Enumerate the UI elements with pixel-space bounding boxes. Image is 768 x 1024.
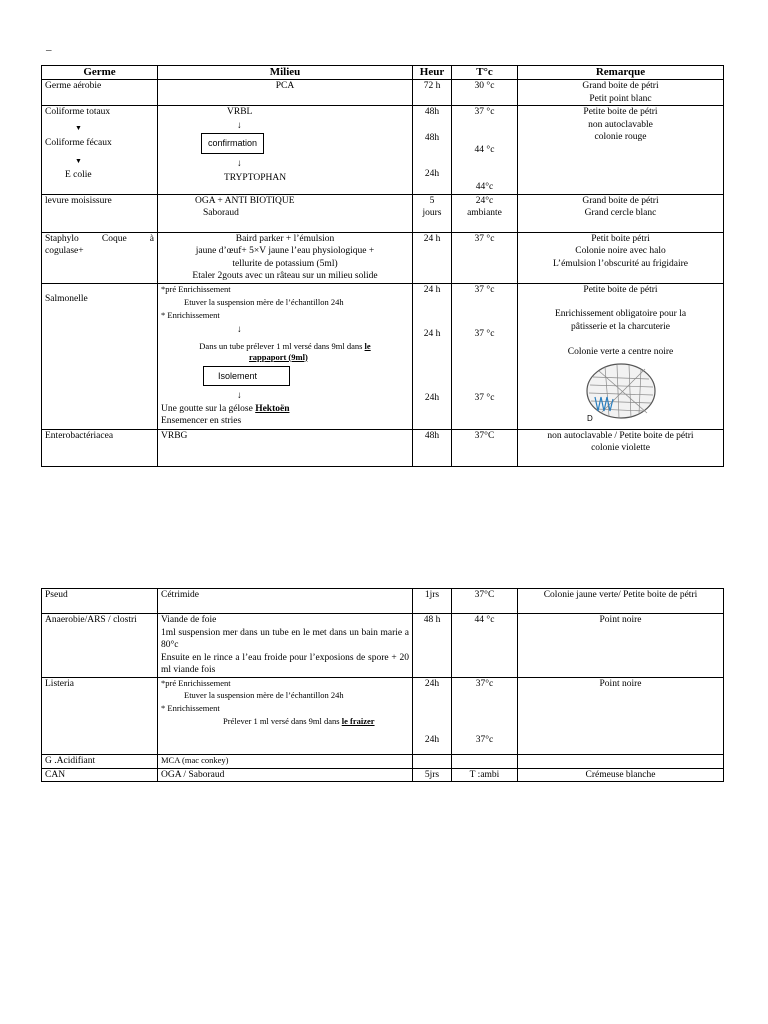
cell-milieu: Cétrimide	[158, 589, 413, 614]
temp-line: 44 °c	[474, 145, 495, 155]
cell-germe: Anaerobie/ARS / clostri	[42, 614, 158, 678]
germe-line: Salmonelle	[45, 293, 88, 304]
milieu-line: 1ml suspension mer dans un tube en le met dans un bain marie a 80°c	[161, 627, 409, 650]
table-row-acidifiant	[42, 755, 724, 769]
milieu-line: * Enrichissement	[161, 703, 220, 713]
petri-dish-sketch-icon	[581, 361, 661, 423]
cell-heur: 1jrs	[413, 589, 452, 614]
remarque-line: Petit point blanc	[589, 93, 652, 104]
table-row-enterobacteriacea	[42, 429, 724, 466]
cell-temp: 37°C	[452, 429, 518, 466]
milieu-line: tellurite de potassium (5ml)	[232, 258, 338, 269]
milieu-medium-name: le	[364, 340, 371, 351]
temp-line: 37 °c	[474, 328, 495, 339]
remarque-line: colonie violette	[591, 443, 650, 453]
cell-heur: 24 h	[413, 232, 452, 283]
cell-temp	[452, 106, 518, 195]
cell-remarque	[518, 106, 724, 195]
cell-heur: 48 h	[413, 614, 452, 678]
milieu-line: Saboraud	[203, 208, 239, 218]
cell-germe: levure moisissure	[42, 194, 158, 232]
remarque-line: Grand boite de pétri	[582, 81, 659, 91]
remarque-line: Colonie verte a centre noire	[567, 347, 674, 357]
milieu-line: *pré Enrichissement	[161, 678, 231, 688]
milieu-text: Dans un tube prélever 1 ml versé dans 9ml dans	[199, 340, 365, 351]
remarque-line: L’émulsion l’obscurité au frigidaire	[553, 258, 688, 269]
cell-germe	[42, 283, 158, 429]
germe-line: cogulase+	[45, 246, 84, 256]
cell-temp	[452, 194, 518, 232]
remarque-line: Grand cercle blanc	[584, 208, 657, 218]
temp-line: 44°c	[475, 182, 494, 192]
cell-germe	[42, 106, 158, 195]
temp-line: 24°c	[475, 195, 494, 206]
heur-line: 24h	[424, 392, 440, 403]
col-remarque-header: Remarque	[518, 66, 724, 80]
milieu-medium-name: le fraizer	[341, 716, 375, 726]
cell-germe: Enterobactériacea	[42, 429, 158, 466]
milieu-line	[161, 403, 409, 416]
cell-germe	[42, 232, 158, 283]
cell-remarque	[518, 429, 724, 466]
remarque-line: Petit boite pétri	[591, 233, 650, 244]
heur-line: 24h	[424, 735, 440, 745]
cell-heur	[413, 283, 452, 429]
cell-heur	[413, 755, 452, 769]
cell-heur	[413, 194, 452, 232]
cell-heur	[413, 106, 452, 195]
cell-temp	[452, 755, 518, 769]
table-row-pseud	[42, 589, 724, 614]
temp-line: ambiante	[467, 208, 502, 218]
germe-line: Coliforme totaux	[45, 107, 111, 117]
temp-line: 37 °c	[474, 284, 495, 295]
heur-line: 48h	[424, 107, 440, 117]
milieu-line: OGA + ANTI BIOTIQUE	[195, 195, 295, 206]
cell-temp: 37°C	[452, 589, 518, 614]
milieu-medium-name: rappaport (9ml)	[249, 351, 308, 362]
milieu-line: Ensuite en le rince a l’eau froide pour l’exposions de spore + 20 ml viande fois	[161, 652, 409, 675]
cell-germe: Germe aérobie	[42, 80, 158, 106]
table-row-can	[42, 768, 724, 782]
cell-germe: G .Acidifiant	[42, 755, 158, 769]
col-heur-header: Heur	[413, 66, 452, 80]
cell-remarque	[518, 80, 724, 106]
remarque-line: colonie rouge	[594, 132, 647, 142]
confirmation-box: confirmation	[201, 133, 264, 154]
table-row-levure	[42, 194, 724, 232]
cell-remarque	[518, 283, 724, 429]
germe-word: à	[149, 233, 154, 244]
heur-line: 48h	[424, 133, 440, 143]
milieu-line	[161, 716, 409, 727]
remarque-line: Petite boite de pétri	[583, 284, 658, 295]
arrow-down-icon: ↓	[237, 390, 242, 401]
cell-milieu: OGA / Saboraud	[158, 768, 413, 782]
cell-germe: Pseud	[42, 589, 158, 614]
remarque-line: Enrichissement obligatoire pour la	[554, 309, 687, 319]
table-germes-1	[41, 65, 724, 467]
cell-heur: 48h	[413, 429, 452, 466]
milieu-line: Ensemencer en stries	[161, 416, 242, 426]
heur-line: jours	[422, 208, 442, 218]
table-row-germe-aerobie	[42, 80, 724, 106]
sketch-letter: D	[586, 413, 593, 423]
cell-remarque: Crémeuse blanche	[518, 768, 724, 782]
milieu-text: Prélever 1 ml versé dans 9ml dans	[223, 716, 342, 726]
page-dash: –	[46, 44, 52, 56]
germe-word: Coque	[101, 233, 127, 244]
table-row-anaerobie	[42, 614, 724, 678]
milieu-line: Baird parker + l’émulsion	[235, 233, 335, 244]
cell-temp: 44 °c	[452, 614, 518, 678]
cell-heur: 5jrs	[413, 768, 452, 782]
temp-line: 37°c	[475, 735, 494, 745]
table-row-coliforme	[42, 106, 724, 195]
cell-milieu: VRBG	[158, 429, 413, 466]
arrow-down-icon: ↓	[237, 121, 242, 131]
cell-heur: 72 h	[413, 80, 452, 106]
milieu-line: VRBL	[227, 107, 253, 117]
cell-milieu	[158, 283, 413, 429]
table-header-row	[42, 66, 724, 80]
milieu-medium-name: Hektoën	[255, 403, 290, 414]
remarque-line: Petite boite de pétri	[583, 107, 658, 117]
milieu-line: TRYPTOPHAN	[223, 173, 287, 183]
cell-heur	[413, 678, 452, 755]
cell-germe: CAN	[42, 768, 158, 782]
arrow-down-icon: ↓	[237, 159, 242, 169]
col-temp-header: T°c	[452, 66, 518, 80]
isolement-box: Isolement	[203, 366, 290, 387]
germe-line	[45, 233, 154, 246]
germe-word: Staphylo	[45, 233, 79, 244]
cell-remarque: Point noire	[518, 614, 724, 678]
remarque-line: pâtisserie et la charcuterie	[571, 321, 670, 332]
arrow-down-icon: ▼	[75, 157, 82, 165]
milieu-line: *pré Enrichissement	[161, 283, 231, 294]
cell-germe: Listeria	[42, 678, 158, 755]
cell-temp: 30 °c	[452, 80, 518, 106]
col-milieu-header: Milieu	[158, 66, 413, 80]
cell-milieu	[158, 232, 413, 283]
temp-line: 37 °c	[474, 107, 495, 117]
milieu-text: Une goutte sur la gélose	[161, 403, 256, 414]
heur-line: 24 h	[423, 284, 441, 295]
cell-temp	[452, 283, 518, 429]
cell-remarque	[518, 755, 724, 769]
heur-line: 5	[429, 195, 435, 206]
table-row-salmonelle	[42, 283, 724, 429]
col-germe-header: Germe	[42, 66, 158, 80]
temp-line: 37 °c	[474, 392, 495, 403]
remarque-line: non autoclavable	[588, 119, 653, 130]
milieu-line: Viande de foie	[161, 615, 217, 625]
arrow-down-icon: ↓	[237, 324, 242, 335]
remarque-line: non autoclavable / Petite boite de pétri	[547, 430, 694, 441]
table-germes-2	[41, 588, 724, 782]
cell-temp: T :ambi	[452, 768, 518, 782]
milieu-line: Etuver la suspension mère de l’échantillon 24h	[184, 296, 344, 307]
cell-remarque: Point noire	[518, 678, 724, 755]
heur-line: 24 h	[423, 328, 441, 339]
table-row-listeria	[42, 678, 724, 755]
heur-line: 24h	[424, 679, 440, 689]
arrow-down-icon: ▼	[75, 124, 82, 132]
remarque-line: Colonie noire avec halo	[575, 246, 666, 256]
cell-milieu	[158, 106, 413, 195]
temp-line: 37°c	[475, 679, 494, 689]
cell-remarque	[518, 194, 724, 232]
milieu-line: Etuver la suspension mère de l’échantillon 24h	[184, 690, 344, 700]
cell-temp: 37 °c	[452, 232, 518, 283]
cell-milieu	[158, 194, 413, 232]
table-row-staphylo	[42, 232, 724, 283]
remarque-line: Grand boite de pétri	[582, 195, 659, 206]
cell-milieu	[158, 614, 413, 678]
germe-line: E colie	[65, 170, 92, 180]
cell-milieu	[158, 678, 413, 755]
cell-milieu: MCA (mac conkey)	[158, 755, 413, 769]
heur-line: 24h	[424, 169, 440, 179]
cell-remarque: Colonie jaune verte/ Petite boite de pétri	[518, 589, 724, 614]
germe-line: Coliforme fécaux	[45, 138, 112, 148]
cell-milieu: PCA	[158, 80, 413, 106]
milieu-line: jaune d’œuf+ 5×V jaune l’eau physiologique +	[195, 246, 375, 256]
cell-temp	[452, 678, 518, 755]
cell-remarque	[518, 232, 724, 283]
milieu-line: Etaler 2gouts avec un râteau sur un milieu solide	[192, 271, 378, 281]
milieu-line: * Enrichissement	[161, 309, 220, 320]
milieu-line	[161, 341, 409, 352]
